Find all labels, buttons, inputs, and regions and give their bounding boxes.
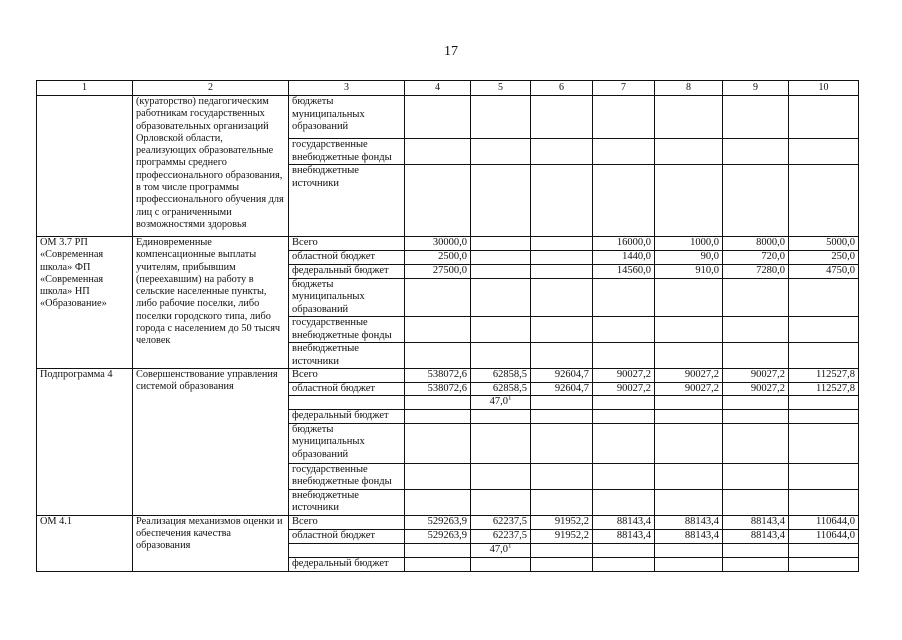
value-cell: 529263,9 xyxy=(405,515,471,529)
value-cell xyxy=(789,463,859,489)
value-cell xyxy=(789,543,859,557)
value-cell xyxy=(405,343,471,369)
value-cell xyxy=(471,557,531,571)
value-cell xyxy=(655,165,723,237)
header-row xyxy=(37,81,859,96)
footnote-mark: 1 xyxy=(507,543,512,549)
value-cell: 538072,6 xyxy=(405,382,471,396)
page-number: 17 xyxy=(444,44,458,59)
value-cell xyxy=(593,165,655,237)
value-cell xyxy=(723,463,789,489)
value-cell xyxy=(655,489,723,515)
value-cell xyxy=(471,264,531,278)
footnote-mark: 1 xyxy=(507,395,512,402)
value-cell xyxy=(471,237,531,251)
description-cell: Единовременные компенсационные выплаты учителям, прибывшим (переехавшим) на работу в сельские населенные пункты, либо рабочие поселки, либо поселки городского типа, либо города с населением до 50 тысяч человек xyxy=(133,237,289,369)
value-cell: 88143,4 xyxy=(723,529,789,543)
value-cell: 92604,7 xyxy=(531,369,593,383)
value-cell xyxy=(789,96,859,139)
value-cell xyxy=(655,317,723,343)
value-cell xyxy=(655,423,723,463)
value-cell xyxy=(789,423,859,463)
value-text: 47,0 xyxy=(489,396,508,407)
value-cell xyxy=(471,463,531,489)
value-cell xyxy=(593,557,655,571)
value-cell: 5000,0 xyxy=(789,237,859,251)
value-cell xyxy=(723,410,789,424)
source-cell xyxy=(289,543,405,557)
value-cell xyxy=(405,489,471,515)
source-cell: Всего xyxy=(289,369,405,383)
value-cell: 538072,6 xyxy=(405,369,471,383)
value-cell xyxy=(471,489,531,515)
source-cell: федеральный бюджет xyxy=(289,557,405,571)
source-cell: бюджеты муниципальных образований xyxy=(289,96,405,139)
source-cell: государственные внебюджетные фонды xyxy=(289,139,405,165)
code-cell xyxy=(37,96,133,237)
description-cell: (кураторство) педагогическим работникам государственных образовательных организаций Орловской области, реализующих образовательные программы среднего профессионального образования, в том числе программы профессионального обучения для лиц с ограниченными возможностями здоровья xyxy=(133,96,289,237)
value-cell: 90027,2 xyxy=(723,369,789,383)
value-cell: 92604,7 xyxy=(531,382,593,396)
header-cell: 6 xyxy=(531,81,593,96)
value-cell xyxy=(789,410,859,424)
value-cell xyxy=(471,423,531,463)
value-cell: 110644,0 xyxy=(789,529,859,543)
code-cell: ОМ 4.1 xyxy=(37,515,133,571)
value-cell xyxy=(655,96,723,139)
source-cell: Всего xyxy=(289,237,405,251)
value-cell xyxy=(593,317,655,343)
value-cell xyxy=(655,543,723,557)
value-cell xyxy=(789,396,859,410)
value-cell xyxy=(405,165,471,237)
table-row xyxy=(37,515,859,529)
budget-table xyxy=(36,80,859,572)
value-cell xyxy=(531,237,593,251)
header-cell: 8 xyxy=(655,81,723,96)
value-cell: 90027,2 xyxy=(655,369,723,383)
value-cell xyxy=(593,423,655,463)
value-cell: 90027,2 xyxy=(593,369,655,383)
header-cell: 2 xyxy=(133,81,289,96)
source-cell: бюджеты муниципальных образований xyxy=(289,423,405,463)
value-cell: 90027,2 xyxy=(593,382,655,396)
header-cell: 10 xyxy=(789,81,859,96)
source-cell: внебюджетные источники xyxy=(289,165,405,237)
value-cell xyxy=(593,489,655,515)
value-cell xyxy=(789,343,859,369)
header-cell: 5 xyxy=(471,81,531,96)
value-cell: 62237,5 xyxy=(471,529,531,543)
value-cell xyxy=(471,251,531,265)
value-cell: 720,0 xyxy=(723,251,789,265)
value-cell: 112527,8 xyxy=(789,382,859,396)
value-cell xyxy=(405,423,471,463)
value-cell: 1000,0 xyxy=(655,237,723,251)
description-cell: Реализация механизмов оценки и обеспечения качества образования xyxy=(133,515,289,571)
value-cell: 90027,2 xyxy=(655,382,723,396)
value-cell: 4750,0 xyxy=(789,264,859,278)
value-cell: 27500,0 xyxy=(405,264,471,278)
value-cell xyxy=(723,317,789,343)
value-cell: 88143,4 xyxy=(723,515,789,529)
source-cell: внебюджетные источники xyxy=(289,343,405,369)
value-cell xyxy=(593,396,655,410)
value-cell xyxy=(593,343,655,369)
value-cell xyxy=(531,423,593,463)
value-cell xyxy=(723,96,789,139)
header-cell: 7 xyxy=(593,81,655,96)
value-cell xyxy=(405,543,471,557)
value-cell xyxy=(723,489,789,515)
table-row xyxy=(37,96,859,139)
value-cell xyxy=(405,278,471,317)
value-cell xyxy=(471,410,531,424)
value-cell xyxy=(531,96,593,139)
source-cell: внебюджетные источники xyxy=(289,489,405,515)
value-cell: 529263,9 xyxy=(405,529,471,543)
value-cell: 2500,0 xyxy=(405,251,471,265)
value-cell xyxy=(471,343,531,369)
value-cell xyxy=(789,139,859,165)
value-cell: 90027,2 xyxy=(723,382,789,396)
header-cell: 3 xyxy=(289,81,405,96)
value-cell: 88143,4 xyxy=(655,515,723,529)
value-cell: 30000,0 xyxy=(405,237,471,251)
source-cell: областной бюджет xyxy=(289,382,405,396)
value-cell: 14560,0 xyxy=(593,264,655,278)
value-cell xyxy=(593,139,655,165)
value-cell xyxy=(789,557,859,571)
source-cell: федеральный бюджет xyxy=(289,410,405,424)
code-cell: ОМ 3.7 РП «Современная школа» ФП «Современная школа» НП «Образование» xyxy=(37,237,133,369)
value-cell xyxy=(655,396,723,410)
value-cell xyxy=(405,96,471,139)
value-cell xyxy=(531,251,593,265)
value-cell: 8000,0 xyxy=(723,237,789,251)
value-cell xyxy=(471,278,531,317)
value-cell: 110644,0 xyxy=(789,515,859,529)
value-cell xyxy=(655,343,723,369)
value-cell xyxy=(723,139,789,165)
value-cell xyxy=(655,410,723,424)
source-cell xyxy=(289,396,405,410)
value-cell xyxy=(531,278,593,317)
value-cell: 250,0 xyxy=(789,251,859,265)
value-cell xyxy=(789,278,859,317)
value-cell: 1440,0 xyxy=(593,251,655,265)
header-cell: 4 xyxy=(405,81,471,96)
value-cell xyxy=(723,543,789,557)
value-cell xyxy=(655,139,723,165)
value-cell xyxy=(593,463,655,489)
value-cell xyxy=(593,410,655,424)
value-cell: 910,0 xyxy=(655,264,723,278)
source-cell: областной бюджет xyxy=(289,529,405,543)
value-cell xyxy=(655,557,723,571)
value-cell xyxy=(723,343,789,369)
table-row xyxy=(37,237,859,251)
value-cell: 88143,4 xyxy=(593,529,655,543)
description-cell: Совершенствование управления системой образования xyxy=(133,369,289,516)
value-cell: 88143,4 xyxy=(655,529,723,543)
value-cell xyxy=(723,278,789,317)
value-cell xyxy=(471,96,531,139)
source-cell: Всего xyxy=(289,515,405,529)
value-cell: 62858,5 xyxy=(471,382,531,396)
value-cell xyxy=(531,264,593,278)
value-cell xyxy=(723,557,789,571)
value-cell xyxy=(405,317,471,343)
value-cell xyxy=(593,96,655,139)
value-cell xyxy=(655,463,723,489)
value-cell: 112527,8 xyxy=(789,369,859,383)
value-cell: 91952,2 xyxy=(531,529,593,543)
value-cell: 90,0 xyxy=(655,251,723,265)
value-cell: 7280,0 xyxy=(723,264,789,278)
value-cell xyxy=(471,543,531,557)
code-cell: Подпрограмма 4 xyxy=(37,369,133,516)
value-cell xyxy=(723,396,789,410)
value-cell xyxy=(723,165,789,237)
value-cell xyxy=(531,489,593,515)
value-cell xyxy=(789,489,859,515)
source-cell: областной бюджет xyxy=(289,251,405,265)
value-cell xyxy=(531,410,593,424)
value-cell xyxy=(531,165,593,237)
value-text: 47,0 xyxy=(489,543,508,555)
header-cell: 9 xyxy=(723,81,789,96)
value-cell xyxy=(531,317,593,343)
value-cell xyxy=(471,396,531,410)
value-cell xyxy=(655,278,723,317)
value-cell xyxy=(405,139,471,165)
value-cell xyxy=(405,396,471,410)
value-cell xyxy=(789,165,859,237)
table-row xyxy=(37,369,859,383)
value-cell: 91952,2 xyxy=(531,515,593,529)
source-cell: бюджеты муниципальных образований xyxy=(289,278,405,317)
value-cell xyxy=(405,463,471,489)
value-cell xyxy=(471,139,531,165)
value-cell xyxy=(723,423,789,463)
value-cell: 88143,4 xyxy=(593,515,655,529)
value-cell xyxy=(593,278,655,317)
value-cell xyxy=(405,410,471,424)
source-cell: государственные внебюджетные фонды xyxy=(289,317,405,343)
value-cell: 62858,5 xyxy=(471,369,531,383)
header-cell: 1 xyxy=(37,81,133,96)
value-cell xyxy=(531,139,593,165)
value-cell: 62237,5 xyxy=(471,515,531,529)
source-cell: государственные внебюджетные фонды xyxy=(289,463,405,489)
source-cell: федеральный бюджет xyxy=(289,264,405,278)
value-cell: 16000,0 xyxy=(593,237,655,251)
value-cell xyxy=(593,543,655,557)
value-cell xyxy=(531,543,593,557)
value-cell xyxy=(531,343,593,369)
value-cell xyxy=(531,463,593,489)
value-cell xyxy=(531,557,593,571)
value-cell xyxy=(789,317,859,343)
value-cell xyxy=(405,557,471,571)
value-cell xyxy=(471,317,531,343)
value-cell xyxy=(531,396,593,410)
value-cell xyxy=(471,165,531,237)
